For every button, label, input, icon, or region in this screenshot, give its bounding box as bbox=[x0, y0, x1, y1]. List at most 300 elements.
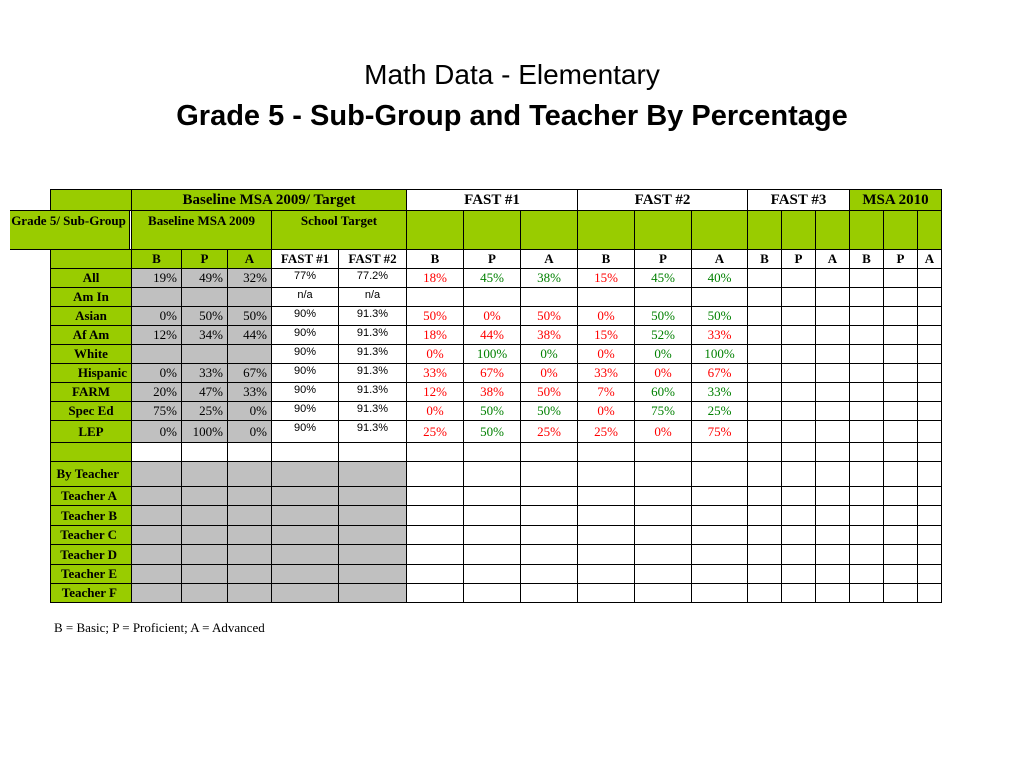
fast1-cell: 38% bbox=[520, 268, 578, 288]
fast1-cell: 12% bbox=[406, 382, 464, 402]
spacer-cell bbox=[463, 442, 521, 462]
empty-cell bbox=[815, 287, 850, 307]
empty-cell bbox=[917, 268, 942, 288]
empty-cell bbox=[815, 544, 850, 565]
baseline-cell: 49% bbox=[181, 268, 228, 288]
empty-cell bbox=[463, 583, 521, 603]
empty-cell bbox=[815, 401, 850, 421]
empty-cell bbox=[781, 287, 816, 307]
fast2-cell bbox=[577, 287, 635, 307]
empty-cell bbox=[815, 325, 850, 345]
fast2-cell: 75% bbox=[691, 420, 748, 443]
gray-cell bbox=[271, 486, 339, 506]
fast1-cell: 25% bbox=[520, 420, 578, 443]
baseline-cell bbox=[181, 344, 228, 364]
target-cell: 91.3% bbox=[338, 306, 407, 326]
empty-cell bbox=[815, 420, 850, 443]
baseline-cell: 25% bbox=[181, 401, 228, 421]
gray-cell bbox=[181, 461, 228, 487]
header-blank bbox=[849, 210, 884, 250]
empty-cell bbox=[781, 382, 816, 402]
empty-cell bbox=[577, 486, 635, 506]
empty-cell bbox=[849, 544, 884, 565]
gray-cell bbox=[131, 564, 182, 584]
empty-cell bbox=[781, 420, 816, 443]
target-cell: 90% bbox=[271, 420, 339, 443]
empty-cell bbox=[917, 505, 942, 526]
empty-cell bbox=[883, 544, 918, 565]
empty-cell bbox=[917, 306, 942, 326]
header-blank bbox=[815, 210, 850, 250]
fast2-cell: 67% bbox=[691, 363, 748, 383]
column-header-a: A bbox=[520, 249, 578, 269]
row-label: LEP bbox=[50, 420, 132, 443]
fast2-cell: 0% bbox=[577, 401, 635, 421]
fast2-cell: 0% bbox=[634, 420, 692, 443]
gray-cell bbox=[271, 564, 339, 584]
target-cell: 91.3% bbox=[338, 363, 407, 383]
empty-cell bbox=[815, 461, 850, 487]
baseline-cell: 67% bbox=[227, 363, 272, 383]
baseline-cell: 75% bbox=[131, 401, 182, 421]
gray-cell bbox=[131, 505, 182, 526]
fast2-cell: 75% bbox=[634, 401, 692, 421]
fast1-cell bbox=[520, 287, 578, 307]
header-blank bbox=[691, 210, 748, 250]
empty-cell bbox=[883, 363, 918, 383]
empty-cell bbox=[463, 525, 521, 545]
target-cell: 90% bbox=[271, 401, 339, 421]
row-label: Am In bbox=[50, 287, 132, 307]
empty-cell bbox=[691, 505, 748, 526]
row-label: Asian bbox=[50, 306, 132, 326]
baseline-cell: 33% bbox=[227, 382, 272, 402]
fast2-cell: 0% bbox=[577, 344, 635, 364]
fast1-cell: 50% bbox=[520, 401, 578, 421]
gray-cell bbox=[181, 525, 228, 545]
baseline-cell: 0% bbox=[131, 363, 182, 383]
baseline-cell bbox=[227, 287, 272, 307]
fast1-cell bbox=[406, 287, 464, 307]
spacer-cell bbox=[815, 442, 850, 462]
empty-cell bbox=[577, 564, 635, 584]
empty-cell bbox=[917, 486, 942, 506]
target-cell: 91.3% bbox=[338, 401, 407, 421]
column-header-fast2: FAST #2 bbox=[338, 249, 407, 269]
fast2-cell: 0% bbox=[634, 344, 692, 364]
fast1-cell: 33% bbox=[406, 363, 464, 383]
gray-cell bbox=[227, 486, 272, 506]
fast1-cell: 100% bbox=[463, 344, 521, 364]
empty-cell bbox=[883, 583, 918, 603]
empty-cell bbox=[634, 564, 692, 584]
fast2-cell: 25% bbox=[577, 420, 635, 443]
fast2-cell: 0% bbox=[577, 306, 635, 326]
gray-cell bbox=[227, 583, 272, 603]
empty-cell bbox=[815, 363, 850, 383]
baseline-cell: 0% bbox=[227, 401, 272, 421]
teacher-label: Teacher D bbox=[50, 544, 132, 565]
empty-cell bbox=[917, 344, 942, 364]
fast2-cell: 40% bbox=[691, 268, 748, 288]
empty-cell bbox=[849, 525, 884, 545]
empty-cell bbox=[747, 525, 782, 545]
teacher-label: Teacher F bbox=[50, 583, 132, 603]
empty-cell bbox=[781, 583, 816, 603]
spacer-cell bbox=[747, 442, 782, 462]
baseline-cell: 50% bbox=[181, 306, 228, 326]
empty-cell bbox=[781, 461, 816, 487]
target-cell: n/a bbox=[271, 287, 339, 307]
spacer-cell bbox=[849, 442, 884, 462]
fast2-cell: 25% bbox=[691, 401, 748, 421]
empty-cell bbox=[917, 287, 942, 307]
column-header-p: P bbox=[634, 249, 692, 269]
column-header-p: P bbox=[181, 249, 228, 269]
empty-cell bbox=[849, 583, 884, 603]
empty-cell bbox=[577, 525, 635, 545]
empty-cell bbox=[747, 287, 782, 307]
empty-cell bbox=[406, 564, 464, 584]
fast1-cell: 50% bbox=[520, 382, 578, 402]
fast2-cell: 52% bbox=[634, 325, 692, 345]
row-label: Af Am bbox=[50, 325, 132, 345]
fast1-cell: 67% bbox=[463, 363, 521, 383]
empty-cell bbox=[917, 583, 942, 603]
gray-cell bbox=[227, 461, 272, 487]
empty-cell bbox=[406, 544, 464, 565]
gray-cell bbox=[271, 583, 339, 603]
empty-cell bbox=[781, 306, 816, 326]
empty-cell bbox=[520, 544, 578, 565]
empty-cell bbox=[747, 505, 782, 526]
baseline-cell: 50% bbox=[227, 306, 272, 326]
spacer-cell bbox=[883, 442, 918, 462]
gray-cell bbox=[131, 486, 182, 506]
teacher-label: Teacher A bbox=[50, 486, 132, 506]
empty-cell bbox=[883, 325, 918, 345]
column-header-a: A bbox=[917, 249, 942, 269]
empty-cell bbox=[815, 564, 850, 584]
column-header-p: P bbox=[781, 249, 816, 269]
gray-cell bbox=[271, 461, 339, 487]
column-header-p: P bbox=[463, 249, 521, 269]
header-corner bbox=[50, 189, 132, 211]
empty-cell bbox=[883, 344, 918, 364]
column-header-a: A bbox=[691, 249, 748, 269]
empty-cell bbox=[883, 461, 918, 487]
empty-cell bbox=[781, 325, 816, 345]
empty-cell bbox=[849, 461, 884, 487]
fast1-cell: 45% bbox=[463, 268, 521, 288]
empty-cell bbox=[406, 505, 464, 526]
spacer-cell bbox=[181, 442, 228, 462]
gray-cell bbox=[338, 544, 407, 565]
gray-cell bbox=[181, 564, 228, 584]
empty-cell bbox=[634, 486, 692, 506]
spacer-cell bbox=[338, 442, 407, 462]
baseline-cell bbox=[181, 287, 228, 307]
empty-cell bbox=[747, 325, 782, 345]
header-msa2010: MSA 2010 bbox=[849, 189, 942, 211]
empty-cell bbox=[883, 525, 918, 545]
teacher-label: Teacher B bbox=[50, 505, 132, 526]
spacer-cell bbox=[50, 442, 132, 462]
empty-cell bbox=[406, 486, 464, 506]
empty-cell bbox=[463, 486, 521, 506]
empty-cell bbox=[577, 583, 635, 603]
gray-cell bbox=[227, 544, 272, 565]
empty-cell bbox=[883, 486, 918, 506]
empty-cell bbox=[520, 583, 578, 603]
empty-cell bbox=[849, 420, 884, 443]
gray-cell bbox=[227, 564, 272, 584]
empty-cell bbox=[747, 344, 782, 364]
column-header-b: B bbox=[406, 249, 464, 269]
empty-cell bbox=[747, 486, 782, 506]
fast1-cell: 25% bbox=[406, 420, 464, 443]
fast2-cell: 15% bbox=[577, 325, 635, 345]
gray-cell bbox=[271, 505, 339, 526]
fast2-cell: 50% bbox=[691, 306, 748, 326]
empty-cell bbox=[691, 525, 748, 545]
target-cell: 90% bbox=[271, 382, 339, 402]
column-header-p: P bbox=[883, 249, 918, 269]
fast2-cell: 33% bbox=[691, 325, 748, 345]
gray-cell bbox=[181, 505, 228, 526]
header-blank bbox=[406, 210, 464, 250]
fast1-cell: 0% bbox=[520, 363, 578, 383]
empty-cell bbox=[815, 382, 850, 402]
header-fast3: FAST #3 bbox=[747, 189, 850, 211]
empty-cell bbox=[577, 461, 635, 487]
empty-cell bbox=[917, 544, 942, 565]
empty-cell bbox=[917, 382, 942, 402]
empty-cell bbox=[815, 505, 850, 526]
fast2-cell: 33% bbox=[691, 382, 748, 402]
empty-cell bbox=[577, 505, 635, 526]
spacer-cell bbox=[406, 442, 464, 462]
header-fast1: FAST #1 bbox=[406, 189, 578, 211]
teacher-label: Teacher C bbox=[50, 525, 132, 545]
empty-cell bbox=[849, 382, 884, 402]
baseline-cell bbox=[227, 344, 272, 364]
empty-cell bbox=[815, 306, 850, 326]
empty-cell bbox=[406, 583, 464, 603]
empty-cell bbox=[849, 505, 884, 526]
empty-cell bbox=[781, 564, 816, 584]
column-header-a: A bbox=[815, 249, 850, 269]
data-table bbox=[11, 189, 941, 602]
empty-cell bbox=[463, 564, 521, 584]
empty-cell bbox=[747, 268, 782, 288]
fast1-cell: 0% bbox=[406, 344, 464, 364]
row-label: FARM bbox=[50, 382, 132, 402]
gray-cell bbox=[227, 525, 272, 545]
empty-cell bbox=[849, 363, 884, 383]
gray-cell bbox=[227, 505, 272, 526]
header-baseline-target: Baseline MSA 2009/ Target bbox=[131, 189, 407, 211]
gray-cell bbox=[271, 544, 339, 565]
baseline-cell: 100% bbox=[181, 420, 228, 443]
fast1-cell: 0% bbox=[463, 306, 521, 326]
header-school-target: School Target bbox=[271, 210, 407, 250]
fast1-cell: 50% bbox=[463, 401, 521, 421]
empty-cell bbox=[747, 363, 782, 383]
empty-cell bbox=[883, 268, 918, 288]
empty-cell bbox=[849, 268, 884, 288]
empty-cell bbox=[849, 486, 884, 506]
header-baseline-msa: Baseline MSA 2009 bbox=[131, 210, 272, 250]
empty-cell bbox=[634, 461, 692, 487]
empty-cell bbox=[520, 505, 578, 526]
row-label: All bbox=[50, 268, 132, 288]
fast2-cell: 33% bbox=[577, 363, 635, 383]
empty-cell bbox=[691, 486, 748, 506]
empty-cell bbox=[781, 544, 816, 565]
spacer-cell bbox=[917, 442, 942, 462]
empty-cell bbox=[691, 564, 748, 584]
empty-cell bbox=[815, 486, 850, 506]
row-label: Hispanic bbox=[50, 363, 132, 383]
empty-cell bbox=[463, 461, 521, 487]
empty-cell bbox=[917, 325, 942, 345]
column-header-b: B bbox=[747, 249, 782, 269]
empty-cell bbox=[691, 461, 748, 487]
column-header-b: B bbox=[849, 249, 884, 269]
baseline-cell: 0% bbox=[227, 420, 272, 443]
fast1-cell: 18% bbox=[406, 325, 464, 345]
empty-cell bbox=[883, 420, 918, 443]
baseline-cell: 47% bbox=[181, 382, 228, 402]
empty-cell bbox=[577, 544, 635, 565]
empty-cell bbox=[634, 583, 692, 603]
gray-cell bbox=[131, 461, 182, 487]
empty-cell bbox=[747, 306, 782, 326]
spacer-cell bbox=[131, 442, 182, 462]
empty-cell bbox=[634, 525, 692, 545]
column-header-a: A bbox=[227, 249, 272, 269]
target-cell: 90% bbox=[271, 344, 339, 364]
fast1-cell: 0% bbox=[406, 401, 464, 421]
fast2-cell: 50% bbox=[634, 306, 692, 326]
empty-cell bbox=[917, 461, 942, 487]
fast1-cell: 44% bbox=[463, 325, 521, 345]
baseline-cell: 32% bbox=[227, 268, 272, 288]
header-blank bbox=[917, 210, 942, 250]
empty-cell bbox=[781, 486, 816, 506]
fast2-cell: 60% bbox=[634, 382, 692, 402]
by-teacher-label: By Teacher bbox=[50, 461, 132, 487]
empty-cell bbox=[520, 486, 578, 506]
gray-cell bbox=[131, 525, 182, 545]
fast1-cell: 38% bbox=[520, 325, 578, 345]
teacher-label: Teacher E bbox=[50, 564, 132, 584]
header-blank bbox=[883, 210, 918, 250]
fast2-cell: 0% bbox=[634, 363, 692, 383]
gray-cell bbox=[338, 461, 407, 487]
fast1-cell: 50% bbox=[520, 306, 578, 326]
gray-cell bbox=[338, 505, 407, 526]
baseline-cell: 44% bbox=[227, 325, 272, 345]
empty-cell bbox=[520, 564, 578, 584]
baseline-cell: 20% bbox=[131, 382, 182, 402]
page-subtitle: Grade 5 - Sub-Group and Teacher By Percentage bbox=[176, 100, 848, 132]
empty-cell bbox=[634, 544, 692, 565]
empty-cell bbox=[815, 583, 850, 603]
baseline-cell: 34% bbox=[181, 325, 228, 345]
fast2-cell bbox=[634, 287, 692, 307]
empty-cell bbox=[781, 525, 816, 545]
fast2-cell: 15% bbox=[577, 268, 635, 288]
empty-cell bbox=[917, 564, 942, 584]
empty-cell bbox=[747, 382, 782, 402]
gray-cell bbox=[131, 583, 182, 603]
empty-cell bbox=[917, 401, 942, 421]
empty-cell bbox=[406, 525, 464, 545]
fast1-cell: 50% bbox=[463, 420, 521, 443]
empty-cell bbox=[634, 505, 692, 526]
baseline-cell: 19% bbox=[131, 268, 182, 288]
spacer-cell bbox=[227, 442, 272, 462]
gray-cell bbox=[338, 486, 407, 506]
empty-cell bbox=[781, 505, 816, 526]
column-header-fast1: FAST #1 bbox=[271, 249, 339, 269]
fast1-cell: 38% bbox=[463, 382, 521, 402]
fast1-cell bbox=[463, 287, 521, 307]
empty-cell bbox=[849, 344, 884, 364]
fast2-cell: 45% bbox=[634, 268, 692, 288]
empty-cell bbox=[815, 344, 850, 364]
baseline-cell bbox=[131, 287, 182, 307]
row-label: White bbox=[50, 344, 132, 364]
empty-cell bbox=[883, 306, 918, 326]
empty-cell bbox=[883, 287, 918, 307]
empty-cell bbox=[917, 525, 942, 545]
gray-cell bbox=[338, 583, 407, 603]
empty-cell bbox=[781, 401, 816, 421]
target-cell: 77% bbox=[271, 268, 339, 288]
empty-cell bbox=[781, 344, 816, 364]
empty-cell bbox=[917, 363, 942, 383]
empty-cell bbox=[883, 564, 918, 584]
header-blank bbox=[50, 249, 132, 269]
fast1-cell: 18% bbox=[406, 268, 464, 288]
fast1-cell: 50% bbox=[406, 306, 464, 326]
empty-cell bbox=[849, 325, 884, 345]
empty-cell bbox=[883, 505, 918, 526]
fast2-cell: 7% bbox=[577, 382, 635, 402]
column-header-b: B bbox=[577, 249, 635, 269]
fast2-cell bbox=[691, 287, 748, 307]
empty-cell bbox=[747, 544, 782, 565]
target-cell: 91.3% bbox=[338, 344, 407, 364]
empty-cell bbox=[747, 583, 782, 603]
empty-cell bbox=[815, 268, 850, 288]
legend-note: B = Basic; P = Proficient; A = Advanced bbox=[54, 620, 265, 635]
header-blank bbox=[577, 210, 635, 250]
empty-cell bbox=[883, 401, 918, 421]
fast1-cell: 0% bbox=[520, 344, 578, 364]
empty-cell bbox=[883, 382, 918, 402]
gray-cell bbox=[131, 544, 182, 565]
empty-cell bbox=[691, 544, 748, 565]
header-blank bbox=[634, 210, 692, 250]
empty-cell bbox=[747, 564, 782, 584]
fast2-cell: 100% bbox=[691, 344, 748, 364]
empty-cell bbox=[849, 287, 884, 307]
gray-cell bbox=[181, 486, 228, 506]
